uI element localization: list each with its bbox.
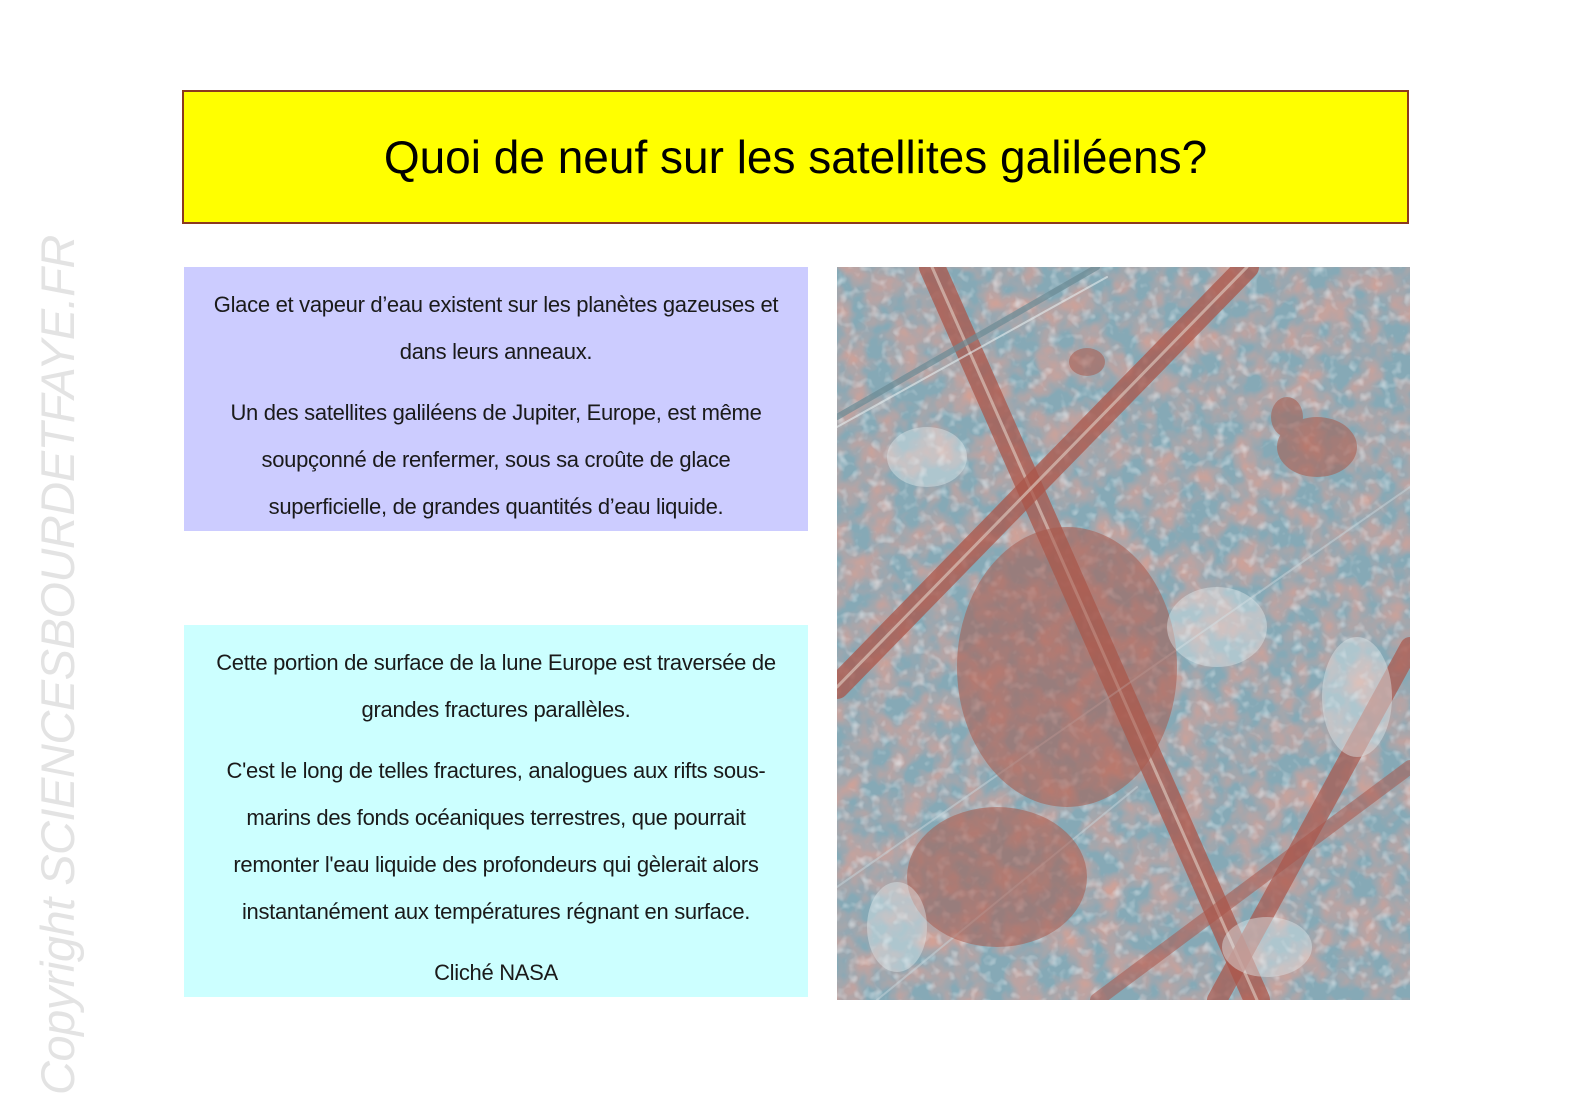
intro-paragraph-2: Un des satellites galiléens de Jupiter, Europe, est même soupçonné de renfermer, sous sa croûte de glace superficielle, de grandes quantités d’eau liquide. (230, 400, 762, 519)
caption-paragraph-2: C'est le long de telles fractures, analogues aux rifts sous-marins des fonds océaniques terrestres, que pourrait remonter l'eau liquide des profondeurs qui gèlerait alors instantanément aux températures régnant en surface. (226, 758, 766, 924)
europa-surface-photo (837, 267, 1410, 1000)
title-banner (182, 90, 1409, 224)
intro-paragraph-1: Glace et vapeur d’eau existent sur les planètes gazeuses et dans leurs anneaux. (213, 292, 779, 364)
caption-text-box (184, 625, 808, 997)
page-title: Quoi de neuf sur les satellites galiléens? (383, 131, 1208, 183)
intro-text-box (184, 267, 808, 531)
europa-surface-illustration (837, 267, 1410, 1000)
copyright-watermark: Copyright SCIENCESBOURDETFAYE.FR (31, 235, 84, 1095)
photo-credit: Cliché NASA (434, 960, 558, 985)
caption-paragraph-1: Cette portion de surface de la lune Europe est traversée de grandes fractures parallèles. (216, 650, 776, 722)
